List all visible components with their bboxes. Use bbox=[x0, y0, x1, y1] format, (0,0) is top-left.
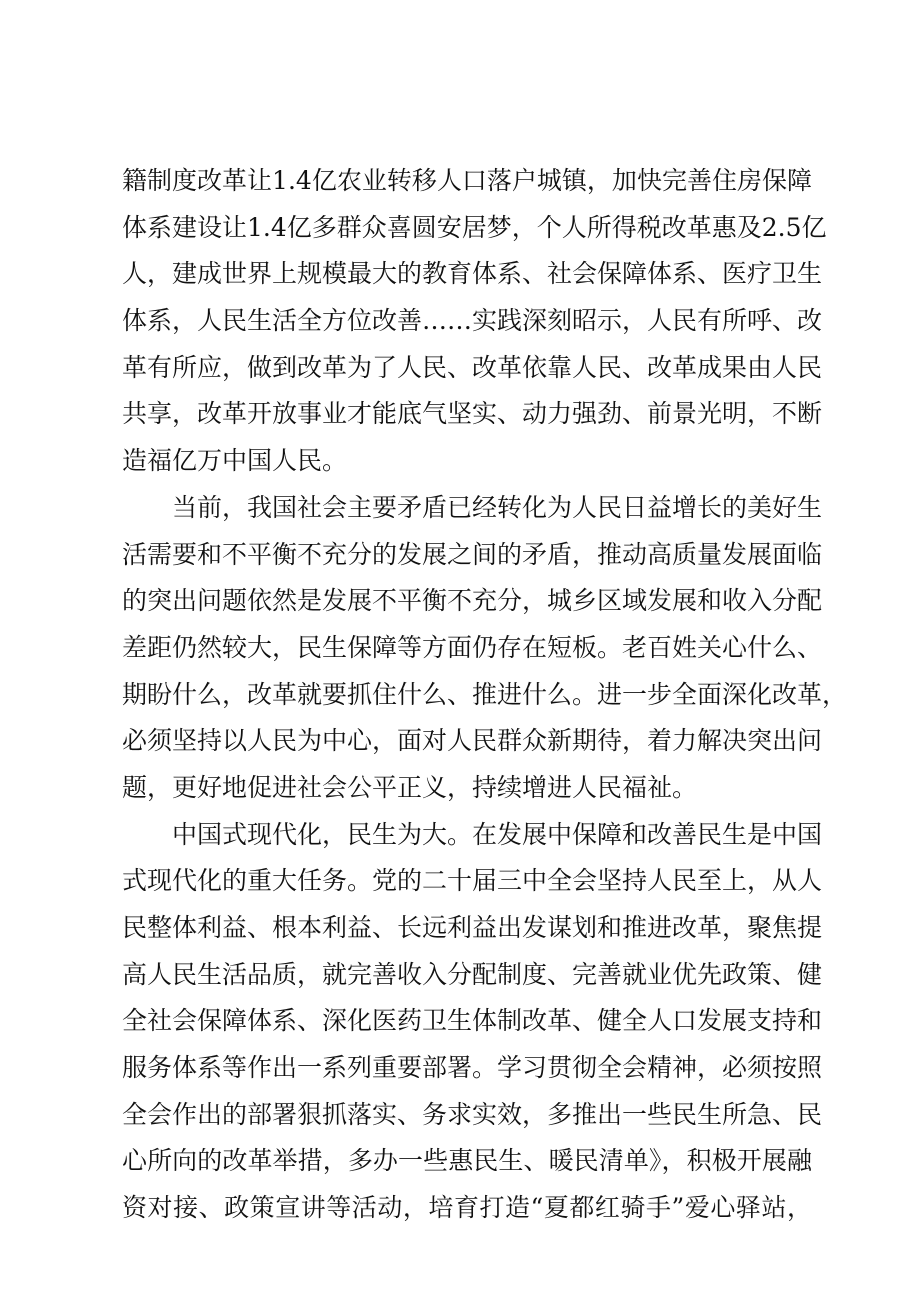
text-line-7: 造福亿万中国人民。 bbox=[122, 446, 348, 476]
text-line-18: 高人民生活品质，就完善收入分配制度、完善就业优先政策、健 bbox=[122, 959, 823, 989]
text-line-10: 的突出问题依然是发展不平衡不充分，城乡区域发展和收入分配 bbox=[122, 586, 823, 616]
text-line-13: 必须坚持以人民为中心，面对人民群众新期待，着力解决突出问 bbox=[122, 726, 823, 756]
text-line-11: 差距仍然较大，民生保障等方面仍存在短板。老百姓关心什么、 bbox=[122, 632, 823, 662]
text-line-23: 资对接、政策宣讲等活动，培育打造“夏都红骑手”爱心驿站， bbox=[122, 1193, 812, 1223]
text-line-14: 题，更好地促进社会公平正义，持续增进人民福祉。 bbox=[122, 772, 698, 802]
text-line-16: 式现代化的重大任务。党的二十届三中全会坚持人民至上，从人 bbox=[122, 866, 823, 896]
text-line-9: 活需要和不平衡不充分的发展之间的矛盾，推动高质量发展面临 bbox=[122, 539, 823, 569]
text-line-6: 共享，改革开放事业才能底气坚实、动力强劲、前景光明，不断 bbox=[122, 399, 823, 429]
text-line-12: 期盼什么，改革就要抓住什么、推进什么。进一步全面深化改革， bbox=[122, 679, 848, 709]
text-line-2: 体系建设让1.4亿多群众喜圆安居梦，个人所得税改革惠及2.5亿 bbox=[122, 212, 827, 242]
text-line-5: 革有所应，做到改革为了人民、改革依靠人民、改革成果由人民 bbox=[122, 352, 823, 382]
text-line-8: 当前，我国社会主要矛盾已经转化为人民日益增长的美好生 bbox=[122, 492, 823, 522]
text-line-20: 服务体系等作出一系列重要部署。学习贯彻全会精神，必须按照 bbox=[122, 1053, 823, 1083]
text-line-21: 全会作出的部署狠抓落实、务求实效，多推出一些民生所急、民 bbox=[122, 1099, 823, 1129]
body-text bbox=[122, 158, 848, 1232]
text-line-1: 籍制度改革让1.4亿农业转移人口落户城镇，加快完善住房保障 bbox=[122, 166, 812, 195]
text-line-15: 中国式现代化，民生为大。在发展中保障和改善民生是中国 bbox=[122, 819, 823, 849]
text-line-17: 民整体利益、根本利益、长远利益出发谋划和推进改革，聚焦提 bbox=[122, 913, 823, 942]
text-line-4: 体系，人民生活全方位改善……实践深刻昭示，人民有所呼、改 bbox=[122, 306, 823, 336]
text-line-22: 心所向的改革举措，多办一些惠民生、暖民清单》，积极开展融 bbox=[122, 1146, 812, 1176]
text-line-3: 人，建成世界上规模最大的教育体系、社会保障体系、医疗卫生 bbox=[122, 259, 823, 289]
text-line-19: 全社会保障体系、深化医药卫生体制改革、健全人口发展支持和 bbox=[122, 1006, 823, 1036]
